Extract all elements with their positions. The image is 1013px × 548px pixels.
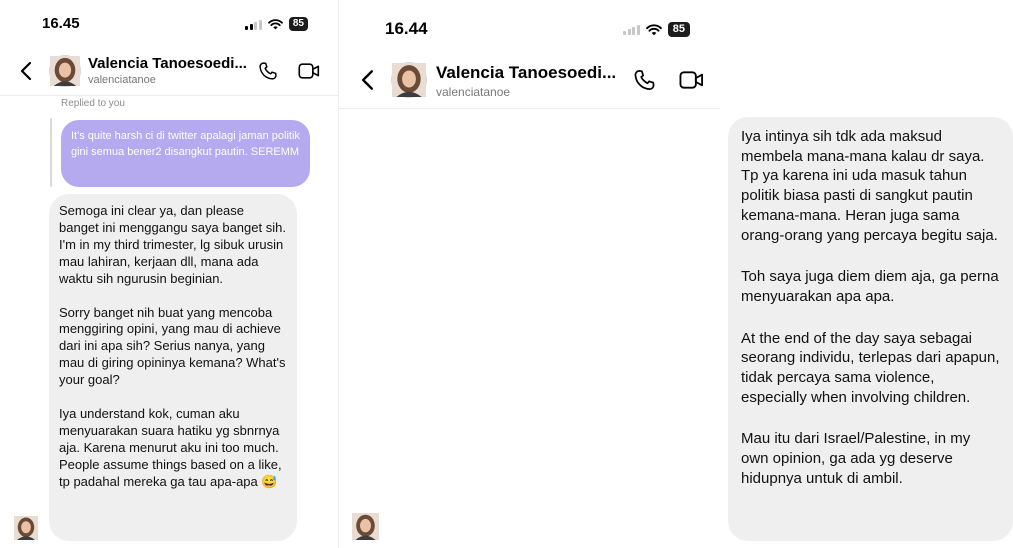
message-paragraph: Sorry banget nih buat yang mencoba menggiring opini, yang mau di achieve dari ini apa sih? Serius nanya, yang mau di giring opininya kemana? What's your goal? — [59, 304, 286, 388]
message-paragraph: Iya intinya sih tdk ada maksud membela mana-mana kalau dr saya. Tp ya karena ini uda masuk tahun politik biasa pasti di sangkut pautin kemana-mana. Heran juga sama orang-orang yang percaya begitu saja. — [741, 128, 998, 244]
battery-icon: 85 — [668, 22, 690, 37]
status-bar — [0, 0, 338, 44]
contact-name[interactable]: Valencia Tanoesoedi... — [436, 63, 617, 82]
chevron-left-icon[interactable] — [20, 61, 32, 81]
message-paragraph: At the end of the day saya sebagai seorang individu, terlepas dari apapun, tidak percaya sama violence, especially when involving children. — [741, 329, 1000, 406]
replied-message-bubble[interactable]: It's quite harsh ci di twitter apalagi jaman politik gini semua bener2 disangkut pautin. SEREMM — [61, 120, 310, 187]
contact-name[interactable]: Valencia Tanoesoedi... — [88, 55, 247, 72]
status-time: 16.44 — [385, 19, 428, 38]
video-camera-icon[interactable] — [679, 70, 704, 90]
left-chat-screenshot — [0, 0, 338, 548]
cellular-signal-icon — [623, 24, 640, 35]
sender-avatar[interactable] — [14, 516, 38, 540]
header-divider — [339, 108, 720, 109]
reply-indicator-bar — [50, 118, 52, 187]
wifi-icon — [268, 19, 283, 30]
chat-header — [0, 50, 338, 92]
message-paragraph: Semoga ini clear ya, dan please banget ini menggangu saya banget sih. I'm in my third trimester, lg sibuk urusin mau lahiran, kerjaan dll, mana ada waktu sih ngurusin beginian. — [59, 203, 286, 286]
replied-to-label: Replied to you — [61, 98, 125, 109]
avatar[interactable] — [49, 55, 81, 87]
avatar[interactable] — [391, 62, 427, 98]
chat-header — [339, 56, 720, 104]
status-time: 16.45 — [42, 15, 80, 32]
phone-icon[interactable] — [258, 61, 278, 81]
contact-username: valenciatanoe — [436, 85, 511, 99]
status-icons — [623, 22, 690, 37]
header-divider — [0, 95, 338, 96]
contact-username: valenciatanoe — [88, 74, 156, 86]
wifi-icon — [646, 24, 662, 36]
message-paragraph: Toh saya juga diem diem aja, ga perna menyuarakan apa apa. — [741, 268, 999, 305]
message-bubble[interactable] — [728, 117, 1013, 541]
status-bar — [339, 0, 720, 44]
message-bubble[interactable] — [49, 194, 297, 541]
message-paragraph: Mau itu dari Israel/Palestine, in my own opinion, ga ada yg deserve hidupnya untuk di ambil. — [741, 430, 971, 487]
message-paragraph: Iya understand kok, cuman aku menyuarakan suara hatiku yg sbnrnya aja. Karena menurut aku ini too much. People assume things based on a like, tp padahal mereka ga tau apa-apa 😅 — [59, 406, 282, 489]
chevron-left-icon[interactable] — [361, 69, 374, 91]
battery-icon: 85 — [289, 17, 308, 31]
right-chat-screenshot — [338, 0, 1000, 548]
phone-icon[interactable] — [633, 69, 656, 92]
status-icons — [245, 17, 308, 31]
video-camera-icon[interactable] — [298, 62, 320, 80]
cellular-signal-icon — [245, 19, 262, 30]
sender-avatar[interactable] — [352, 513, 379, 540]
